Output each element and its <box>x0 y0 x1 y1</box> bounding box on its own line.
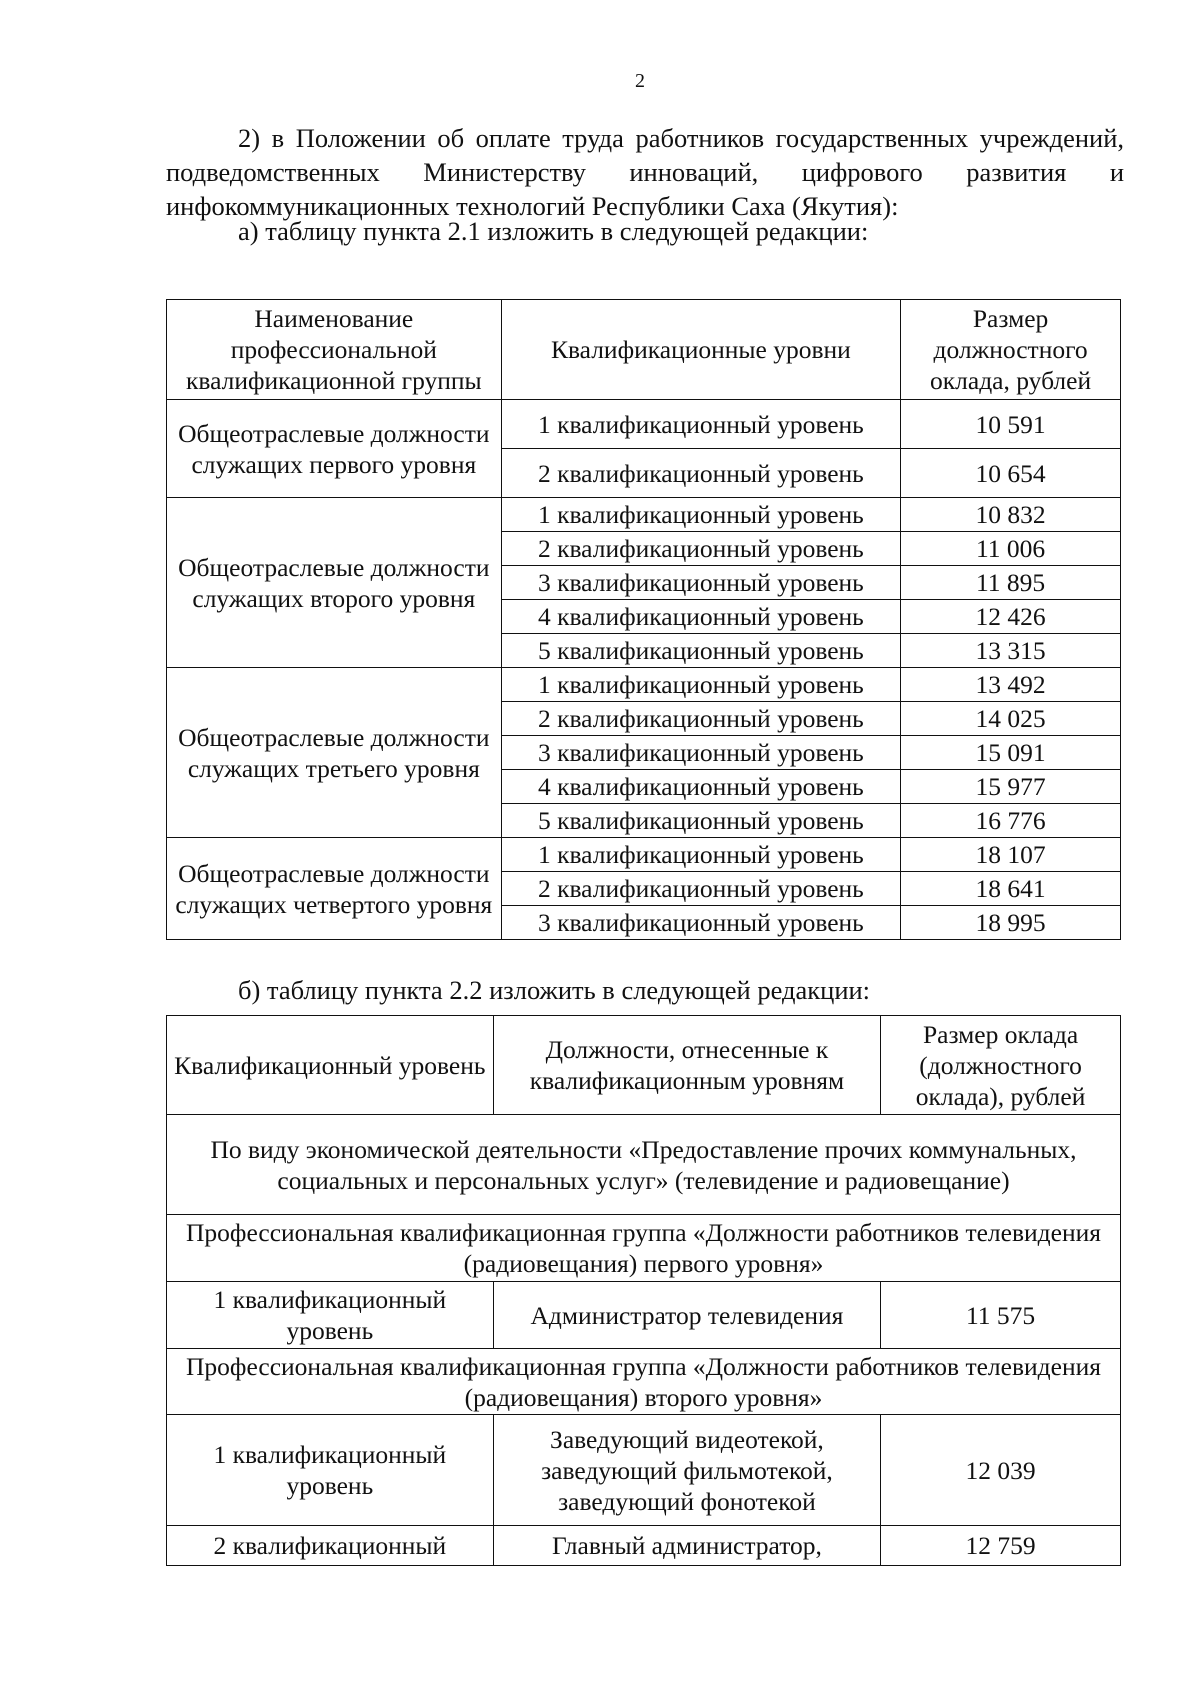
group-name: Общеотраслевые должности служащих четвертого уровня <box>167 838 502 940</box>
salary-cell: 18 107 <box>901 838 1121 872</box>
group-row <box>167 1349 1121 1415</box>
salary-cell: 13 315 <box>901 634 1121 668</box>
salary-cell: 10 832 <box>901 498 1121 532</box>
page-number: 2 <box>635 70 645 92</box>
level-cell: 5 квалификационный уровень <box>501 634 900 668</box>
header-levels: Квалификационные уровни <box>501 300 900 400</box>
group-title: Профессиональная квалификационная группа «Должности работников телевидения (радиовещания) второго уровня» <box>167 1349 1121 1415</box>
group-name: Общеотраслевые должности служащих третьего уровня <box>167 668 502 838</box>
level-cell: 4 квалификационный уровень <box>501 770 900 804</box>
salary-cell: 16 776 <box>901 804 1121 838</box>
header-salary: Размер должностного оклада, рублей <box>901 300 1121 400</box>
salary-table-2-2 <box>166 1015 1121 1566</box>
salary-cell: 11 895 <box>901 566 1121 600</box>
salary-cell: 15 977 <box>901 770 1121 804</box>
level-cell: 3 квалификационный уровень <box>501 736 900 770</box>
group-title: Профессиональная квалификационная группа «Должности работников телевидения (радиовещания) первого уровня» <box>167 1215 1121 1282</box>
positions-cell: Администратор телевидения <box>493 1282 881 1349</box>
level-cell: 4 квалификационный уровень <box>501 600 900 634</box>
level-cell: 1 квалификационный уровень <box>167 1282 494 1349</box>
header-level: Квалификационный уровень <box>167 1016 494 1115</box>
salary-cell: 12 426 <box>901 600 1121 634</box>
level-cell: 3 квалификационный уровень <box>501 906 900 940</box>
salary-cell: 13 492 <box>901 668 1121 702</box>
salary-cell: 10 654 <box>901 449 1121 498</box>
level-cell: 1 квалификационный уровень <box>501 668 900 702</box>
salary-cell: 18 641 <box>901 872 1121 906</box>
salary-cell: 15 091 <box>901 736 1121 770</box>
table-row <box>167 400 1121 449</box>
level-cell: 2 квалификационный уровень <box>501 532 900 566</box>
table-header-row <box>167 300 1121 400</box>
positions-cell: Главный администратор, <box>493 1526 881 1566</box>
table2-intro: б) таблицу пункта 2.2 изложить в следующей редакции: <box>238 975 871 1005</box>
salary-cell: 11 575 <box>881 1282 1121 1349</box>
level-cell: 2 квалификационный уровень <box>501 872 900 906</box>
level-cell: 2 квалификационный уровень <box>501 449 900 498</box>
level-cell: 3 квалификационный уровень <box>501 566 900 600</box>
level-cell: 1 квалификационный уровень <box>167 1415 494 1526</box>
salary-table-2-1 <box>166 299 1121 940</box>
table-row <box>167 1282 1121 1349</box>
table-row <box>167 1415 1121 1526</box>
header-group-name: Наименование профессиональной квалификационной группы <box>167 300 502 400</box>
table1-intro: а) таблицу пункта 2.1 изложить в следующей редакции: <box>238 216 869 246</box>
salary-cell: 11 006 <box>901 532 1121 566</box>
salary-cell: 10 591 <box>901 400 1121 449</box>
section-title: По виду экономической деятельности «Предоставление прочих коммунальных, социальных и персональных услуг» (телевидение и радиовещание) <box>167 1115 1121 1215</box>
salary-cell: 12 759 <box>881 1526 1121 1566</box>
table-row <box>167 1526 1121 1566</box>
section-row <box>167 1115 1121 1215</box>
level-cell: 2 квалификационный <box>167 1526 494 1566</box>
group-name: Общеотраслевые должности служащих второго уровня <box>167 498 502 668</box>
group-row <box>167 1215 1121 1282</box>
table-header-row <box>167 1016 1121 1115</box>
group-name: Общеотраслевые должности служащих первого уровня <box>167 400 502 498</box>
salary-cell: 12 039 <box>881 1415 1121 1526</box>
header-positions: Должности, отнесенные к квалификационным уровням <box>493 1016 881 1115</box>
header-salary: Размер оклада (должностного оклада), рублей <box>881 1016 1121 1115</box>
level-cell: 5 квалификационный уровень <box>501 804 900 838</box>
level-cell: 1 квалификационный уровень <box>501 400 900 449</box>
level-cell: 2 квалификационный уровень <box>501 702 900 736</box>
intro-paragraph: 2) в Положении об оплате труда работников государственных учреждений, подведомственных Министерству инноваций, цифрового развития и инфокоммуникационных технологий Республики Саха (Якутия): <box>166 123 1124 221</box>
table-row <box>167 838 1121 872</box>
level-cell: 1 квалификационный уровень <box>501 838 900 872</box>
positions-cell: Заведующий видеотекой, заведующий фильмотекой, заведующий фонотекой <box>493 1415 881 1526</box>
salary-cell: 18 995 <box>901 906 1121 940</box>
salary-cell: 14 025 <box>901 702 1121 736</box>
level-cell: 1 квалификационный уровень <box>501 498 900 532</box>
table-row <box>167 498 1121 532</box>
table-row <box>167 668 1121 702</box>
